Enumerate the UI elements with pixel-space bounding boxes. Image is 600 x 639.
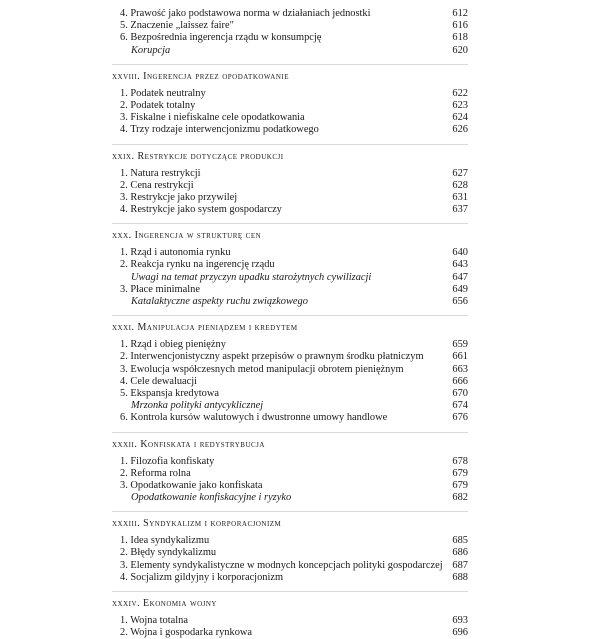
toc-page-number: 620 [452,44,468,56]
toc-page-number: 659 [452,339,468,351]
toc-page-number: 679 [452,479,468,491]
toc-entry [112,468,468,480]
toc-entry-title: 1. Idea syndykalizmu [120,535,210,547]
toc-entry [112,168,468,180]
toc-entry-title: 3. Restrykcje jako przywilej [120,191,238,203]
chapter-heading [112,223,468,242]
toc-entry-title: Katalaktyczne aspekty ruchu związkowego [131,296,308,307]
toc-entry-title: 1. Wojna totalna [120,615,188,626]
toc-entry [112,124,468,136]
toc-entry [112,100,468,112]
toc-page-number: 663 [452,363,468,375]
toc-subentry [112,45,468,57]
toc-page-number: 612 [452,8,468,19]
toc-entry [112,535,468,547]
toc-page-number: 631 [452,191,468,203]
toc-page-number: 678 [452,455,468,467]
toc-entry [112,204,468,216]
toc-page-number: 693 [452,615,468,626]
toc-entry-title: Uwagi na temat przyczyn upadku starożytnych cywilizacji [131,271,372,283]
toc-entry [112,560,468,572]
chapter-heading [112,432,468,451]
toc-page-number: 643 [452,259,468,271]
chapter-heading [112,591,468,610]
toc-subentry [112,296,468,308]
toc-entry [112,20,468,32]
chapter-heading [112,64,468,83]
toc-page-number: 688 [452,571,468,583]
toc-entry [112,376,468,388]
toc-entry-title: 6. Bezpośrednia ingerencja rządu w konsumpcję [120,32,322,44]
toc-entry-title: 3. Opodatkowanie jako konfiskata [120,479,263,491]
toc-subentry [112,400,468,412]
toc-page-number: 670 [452,387,468,399]
toc-entry [112,259,468,271]
toc-entry-title: 2. Interwencjonistyczny aspekt przepisów o prawnym środku płatniczym [120,351,424,363]
toc-entry [112,112,468,124]
toc-entry [112,480,468,492]
table-of-contents [112,8,468,639]
toc-entry-title: Korupcja [131,44,171,56]
chapter-title: xxxiii. Syndykalizm i korporacjonizm [112,518,282,530]
toc-entry [112,627,468,639]
toc-entry [112,572,468,584]
toc-entry [112,412,468,424]
toc-page-number: 647 [452,271,468,283]
toc-entry [112,547,468,559]
toc-entry-title: 2. Wojna i gospodarka rynkowa [120,627,253,639]
toc-entry-title: 6. Kontrola kursów walutowych i dwustronne umowy handlowe [120,412,388,424]
toc-entry-title: 2. Reakcja rynku na ingerencję rządu [120,259,275,271]
toc-page-number: 622 [452,87,468,99]
toc-entry [112,388,468,400]
toc-page-number: 627 [452,167,468,179]
toc-page-number: 640 [452,247,468,259]
toc-entry-title: 1. Podatek neutralny [120,87,206,99]
toc-page-number: 674 [452,400,468,412]
toc-entry-title: 1. Filozofia konfiskaty [120,455,215,467]
toc-page-number: 685 [452,535,468,547]
toc-entry-title: 2. Reforma rolna [120,467,191,479]
toc-entry [112,615,468,627]
chapter-title: xxix. Restrykcje dotyczące produkcji [112,150,284,162]
toc-page-number: 626 [452,124,468,136]
toc-page-number: 637 [452,204,468,216]
toc-entry [112,192,468,204]
toc-entry-title: 3. Płace minimalne [120,283,200,295]
toc-entry-title: 5. Znaczenie „laissez faire" [120,20,234,32]
toc-entry-title: 4. Cele dewaluacji [120,375,198,387]
toc-entry [112,32,468,44]
toc-page-number: 679 [452,467,468,479]
toc-entry-title: 4. Socjalizm gildyjny i korporacjonizm [120,571,284,583]
toc-entry-title: 2. Podatek totalny [120,99,196,111]
toc-entry-title: 3. Fiskalne i niefiskalne cele opodatkowania [120,112,305,124]
toc-entry-title: 2. Błędy syndykalizmu [120,547,217,559]
toc-page-number: 676 [452,412,468,424]
chapter-title: xxxi. Manipulacja pieniądzem i kredytem [112,322,298,334]
toc-entry [112,88,468,100]
toc-entry-title: Opodatkowanie konfiskacyjne i ryzyko [131,492,292,504]
toc-page-number: 686 [452,547,468,559]
toc-entry [112,247,468,259]
chapter-title: xxx. Ingerencja w strukturę cen [112,230,262,242]
toc-entry [112,456,468,468]
toc-entry [112,8,468,20]
toc-entry-title: 3. Elementy syndykalistyczne w modnych koncepcjach polityki gospodarczej [120,559,443,571]
toc-entry-title: 1. Rząd i autonomia rynku [120,247,231,259]
toc-entry-title: 1. Rząd i obieg pieniężny [120,339,226,351]
toc-entry [112,180,468,192]
toc-page-number: 628 [452,179,468,191]
chapter-heading [112,144,468,163]
toc-page-number: 682 [452,492,468,504]
toc-subentry [112,492,468,504]
toc-page-number: 656 [452,296,468,307]
chapter-title: xxxiv. Ekonomia wojny [112,598,217,609]
toc-page-number: 661 [452,351,468,363]
toc-entry-title: 4. Restrykcje jako system gospodarczy [120,204,282,216]
chapter-title: xxviii. Ingerencja przez opodatkowanie [112,70,289,82]
toc-page-number: 624 [452,112,468,124]
toc-page-number: 666 [452,375,468,387]
toc-entry [112,364,468,376]
toc-subentry [112,272,468,284]
toc-page-number: 616 [452,20,468,32]
toc-entry-title: 4. Prawość jako podstawowa norma w działaniach jednostki [120,8,371,19]
toc-entry-title: Mrzonka polityki antycyklicznej [131,400,264,412]
toc-entry [112,351,468,363]
chapter-heading [112,315,468,334]
toc-entry-title: 3. Ewolucja współczesnych metod manipulacji obrotem pieniężnym [120,363,404,375]
toc-page-number: 687 [452,559,468,571]
toc-entry-title: 1. Natura restrykcji [120,167,201,179]
toc-entry [112,339,468,351]
toc-page-number: 649 [452,283,468,295]
toc-entry [112,284,468,296]
toc-page-number: 623 [452,99,468,111]
toc-entry-title: 4. Trzy rodzaje interwencjonizmu podatkowego [120,124,319,136]
toc-page-number: 618 [452,32,468,44]
chapter-title: xxxii. Konfiskata i redystrybucja [112,438,265,450]
toc-entry-title: 2. Cena restrykcji [120,179,194,191]
toc-page-number: 696 [452,627,468,639]
chapter-heading [112,511,468,530]
toc-entry-title: 5. Ekspansja kredytowa [120,387,219,399]
